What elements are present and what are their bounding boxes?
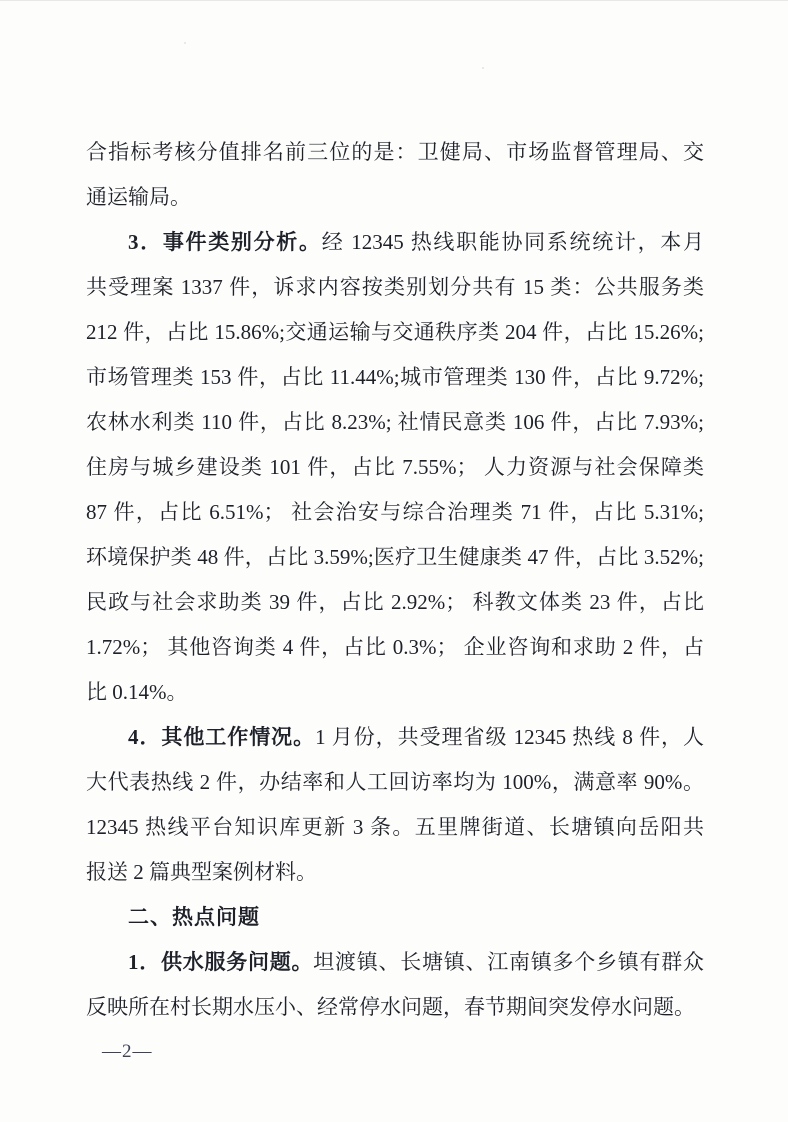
- bold-text-run: 4．其他工作情况。: [128, 725, 316, 749]
- text-line: [86, 445, 704, 490]
- text-run: 合指标考核分值排名前三位的是：卫健局、市场监督管理局、交: [86, 140, 704, 164]
- text-line: [86, 130, 704, 175]
- text-run: 212 件，占比 15.86%;交通运输与交通秩序类 204 件，占比 15.26%;: [86, 320, 704, 344]
- text-run: 大代表热线 2 件，办结率和人工回访率均为 100%，满意率 90%。: [86, 770, 704, 794]
- text-run: 住房与城乡建设类 101 件，占比 7.55%； 人力资源与社会保障类: [86, 455, 704, 479]
- text-line: [86, 670, 704, 715]
- text-run: 通运输局。: [86, 185, 191, 209]
- text-run: 报送 2 篇典型案例材料。: [86, 860, 317, 884]
- text-line: [86, 805, 704, 850]
- text-run: 比 0.14%。: [86, 680, 188, 704]
- bold-text-run: 二、热点问题: [128, 906, 260, 929]
- text-run: 1.72%； 其他咨询类 4 件，占比 0.3%； 企业咨询和求助 2 件，占: [86, 635, 705, 659]
- text-line: [86, 490, 704, 535]
- text-run: 农林水利类 110 件，占比 8.23%; 社情民意类 106 件，占比 7.93%;: [86, 410, 704, 434]
- text-run: 1 月份，共受理省级 12345 热线 8 件，人: [315, 725, 705, 749]
- text-run: 12345 热线平台知识库更新 3 条。五里牌街道、长塘镇向岳阳共: [86, 815, 704, 839]
- text-run: 87 件，占比 6.51%； 社会治安与综合治理类 71 件，占比 5.31%;: [86, 500, 704, 524]
- page-number: —2—: [102, 1041, 153, 1062]
- text-line: [86, 400, 704, 445]
- text-line: [86, 985, 704, 1030]
- text-run: 经 12345 热线职能协同系统统计，本月: [321, 230, 704, 254]
- bold-text-run: 3．事件类别分析。: [128, 230, 322, 254]
- text-line: [86, 625, 704, 670]
- text-line: [86, 940, 704, 985]
- scan-speck: [184, 42, 186, 44]
- text-line: [86, 580, 704, 625]
- text-run: 共受理案 1337 件，诉求内容按类别划分共有 15 类：公共服务类: [86, 275, 704, 299]
- text-run: 民政与社会求助类 39 件，占比 2.92%； 科教文体类 23 件，占比: [86, 590, 704, 614]
- text-run: 市场管理类 153 件，占比 11.44%;城市管理类 130 件，占比 9.72%;: [86, 365, 704, 389]
- text-run: 反映所在村长期水压小、经常停水问题，春节期间突发停水问题。: [86, 995, 695, 1019]
- text-line: [86, 535, 704, 580]
- text-line: [86, 760, 704, 805]
- text-line: [86, 355, 704, 400]
- text-run: 坦渡镇、长塘镇、江南镇多个乡镇有群众: [313, 950, 704, 974]
- text-line: [86, 850, 704, 895]
- text-run: 环境保护类 48 件，占比 3.59%;医疗卫生健康类 47 件，占比 3.52%;: [86, 545, 704, 569]
- bold-text-run: 1．供水服务问题。: [128, 950, 314, 974]
- text-line: [86, 220, 704, 265]
- text-line: [86, 265, 704, 310]
- scan-speck: [482, 67, 484, 69]
- text-line: [86, 715, 704, 760]
- text-line: [86, 310, 704, 355]
- document-body: [86, 130, 704, 1030]
- section-heading: [86, 895, 704, 940]
- text-line: [86, 175, 704, 220]
